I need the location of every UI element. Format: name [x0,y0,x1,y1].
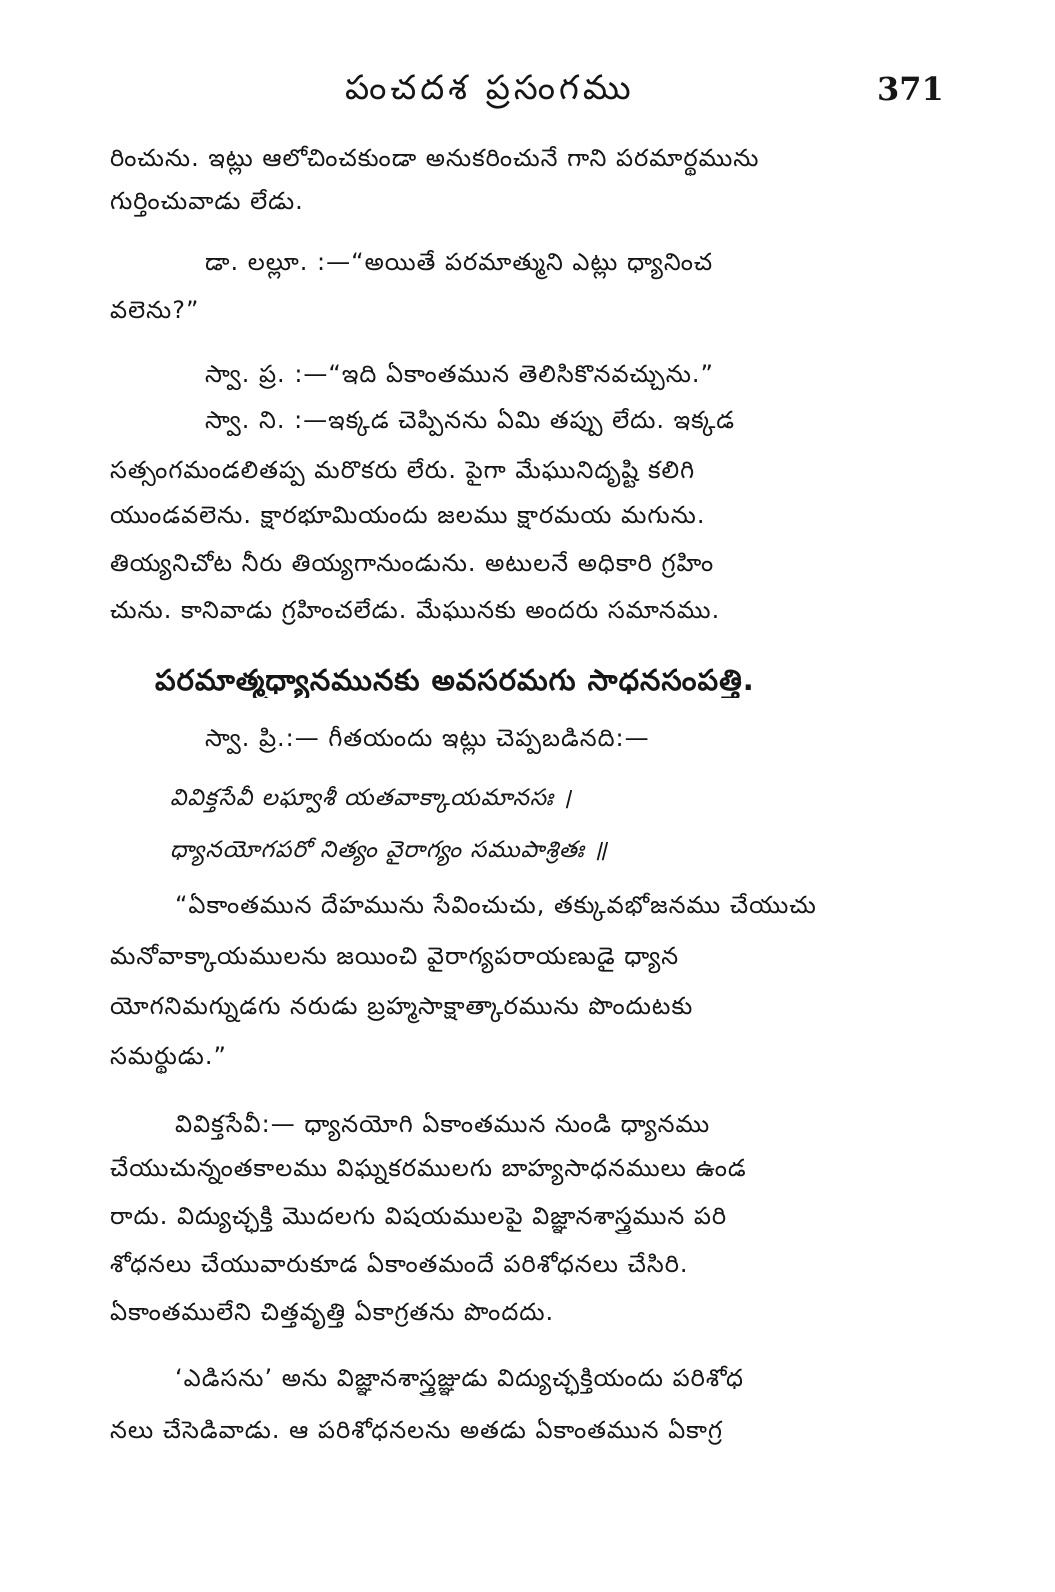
text-line: వివిక్తసేవీ:— ధ్యానయోగి ఏకాంతమున నుండి ధ్యానము [175,1110,711,1138]
text-line: రించును. ఇట్లు ఆలోచించకుండా అనుకరించునే గాని పరమార్థమును [110,144,760,172]
page-number: 371 [877,70,944,108]
text-line: గుర్తించువాడు లేడు. [110,187,304,215]
verse-line: వివిక్తసేవీ లఘ్వాశీ యతవాక్కాయమానసః । [170,785,572,811]
text-line: యోగనిమగ్నుడగు నరుడు బ్రహ్మసాక్షాత్కారమును పొందుటకు [110,992,694,1020]
page-header [0,58,1055,118]
dialogue-line: స్వా. ప్ర. :—“ఇది ఏకాంతమున తెలిసికొనవచ్చును.” [205,360,714,388]
text-line: వలెను?” [110,296,200,324]
text-line: చును. కానివాడు గ్రహించలేడు. మేఘునకు అందరు సమానము. [110,596,721,624]
text-line: సమర్థుడు.” [110,1042,227,1070]
text-line: “ఏకాంతమున దేహమును సేవించుచు, తక్కువభోజనము చేయుచు [175,891,817,919]
running-title: పంచదశ ప్రసంగము [345,68,635,108]
text-line: చేయుచున్నంతకాలము విఘ్నకరములగు బాహ్యసాధనములు ఉండ [110,1154,747,1182]
text-line: తియ్యనిచోట నీరు తియ్యగానుండును. అటులనే అధికారి గ్రహిం [110,549,715,577]
text-line: ఏకాంతములేని చిత్తవృత్తి ఏకాగ్రతను పొందదు. [110,1298,555,1326]
text-line: రాదు. విద్యుచ్ఛక్తి మొదలగు విషయములపై విజ్ఞానశాస్త్రమున పరి [110,1202,728,1230]
dialogue-line: స్వా. ప్రి.:— గీతయందు ఇట్లు చెప్పబడినది:— [205,724,650,752]
text-line: సత్సంగమండలితప్ప మరొకరు లేరు. పైగా మేఘునిదృష్టి కలిగి [110,456,696,484]
dialogue-line: డా. లల్లూ. :—“అయితే పరమాత్ముని ఎట్లు ధ్యానించ [205,248,714,276]
text-line: ‘ఎడిసను’ అను విజ్ఞానశాస్త్రజ్ఞుడు విద్యుచ్ఛక్తియందు పరిశోధ [175,1364,744,1392]
verse-line: ధ్యానయోగపరో నిత్యం వైరాగ్యం సముపాశ్రితః ॥ [170,837,608,863]
text-line: యుండవలెను. క్షారభూమియందు జలము క్షారమయ మగును. [110,501,706,529]
text-line: శోధనలు చేయువారుకూడ ఏకాంతమందే పరిశోధనలు చేసిరి. [110,1250,689,1278]
text-line: మనోవాక్కాయములను జయించి వైరాగ్యపరాయణుడై ధ్యాన [110,942,680,970]
dialogue-line: స్వా. ని. :—ఇక్కడ చెప్పినను ఏమి తప్పు లేదు. ఇక్కడ [205,406,736,434]
text-line: నలు చేసెడివాడు. ఆ పరిశోధనలను అతడు ఏకాంతమున ఏకాగ్ర [110,1416,723,1444]
section-heading: పరమాత్మధ్యానమునకు అవసరమగు సాధనసంపత్తి. [155,663,755,697]
